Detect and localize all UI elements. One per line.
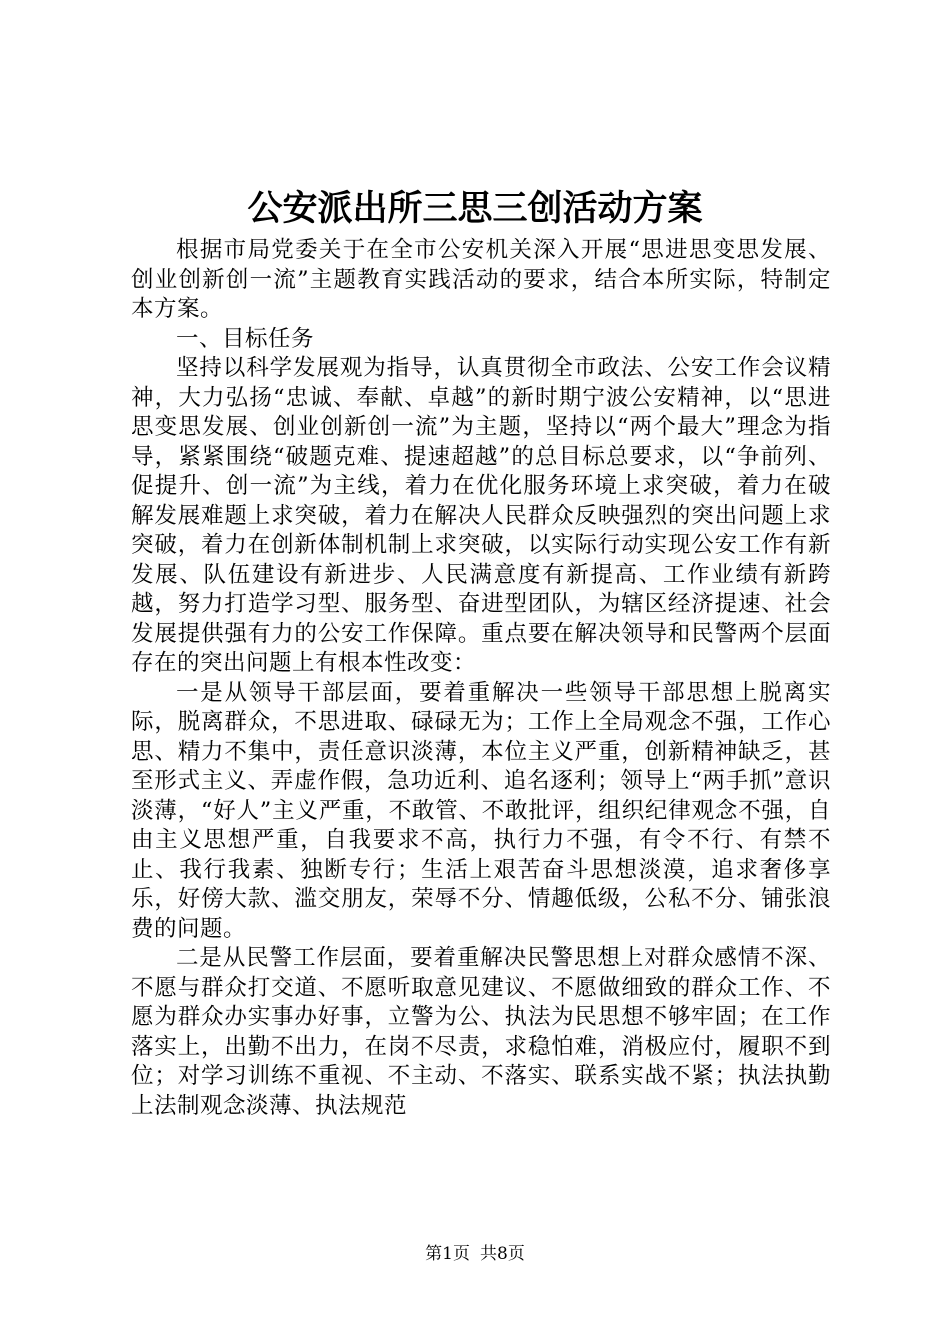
body-paragraph: 坚持以科学发展观为指导，认真贯彻全市政法、公安工作会议精神，大力弘扬“忠诚、奉献、卓越”的新时期宁波公安精神，以“思进思变思发展、创业创新创一流”为主题，坚持以“两个最大”理念为指导，紧紧围绕“破题克难、提速超越”的总目标总要求，以“争前列、促提升、创一流”为主线，着力在优化服务环境上求突破，着力在破解发展难题上求突破，着力在解决人民群众反映强烈的突出问题上求突破，着力在创新体制机制上求突破，以实际行动实现公安工作有新发展、队伍建设有新进步、人民满意度有新提高、工作业绩有新跨越，努力打造学习型、服务型、奋进型团队，为辖区经济提速、社会发展提供强有力的公安工作保障。重点要在解决领导和民警两个层面存在的突出问题上有根本性改变： <box>131 355 831 676</box>
page-total: 共8页 <box>480 1244 525 1264</box>
body-paragraph: 一是从领导干部层面，要着重解决一些领导干部思想上脱离实际，脱离群众，不思进取、碌碌无为；工作上全局观念不强，工作心思、精力不集中，责任意识淡薄，本位主义严重，创新精神缺乏，甚至形式主义、弄虚作假，急功近利、追名逐利；领导上“两手抓”意识淡薄，“好人”主义严重，不敢管、不敢批评，组织纪律观念不强，自由主义思想严重，自我要求不高，执行力不强，有令不行、有禁不止、我行我素、独断专行；生活上艰苦奋斗思想淡漠，追求奢侈享乐，好傍大款、滥交朋友，荣辱不分、情趣低级，公私不分、铺张浪费的问题。 <box>131 679 831 942</box>
section-heading: 一、目标任务 <box>176 325 315 352</box>
document-body <box>131 236 831 1121</box>
intro-paragraph: 根据市局党委关于在全市公安机关深入开展“思进思变思发展、创业创新创一流”主题教育实践活动的要求，结合本所实际，特制定本方案。 <box>131 237 831 322</box>
body-paragraph: 二是从民警工作层面，要着重解决民警思想上对群众感情不深、不愿与群众打交道、不愿听取意见建议、不愿做细致的群众工作、不愿为群众办实事办好事，立警为公、执法为民思想不够牢固；在工作落实上，出勤不出力，在岗不尽责，求稳怕难，消极应付，履职不到位；对学习训练不重视、不主动、不落实、联系实战不紧；执法执勤上法制观念淡薄、执法规范 <box>131 945 831 1119</box>
page-footer <box>0 1242 950 1266</box>
document-title: 公安派出所三思三创活动方案 <box>247 188 703 229</box>
page-number: 第1页 <box>425 1244 470 1264</box>
